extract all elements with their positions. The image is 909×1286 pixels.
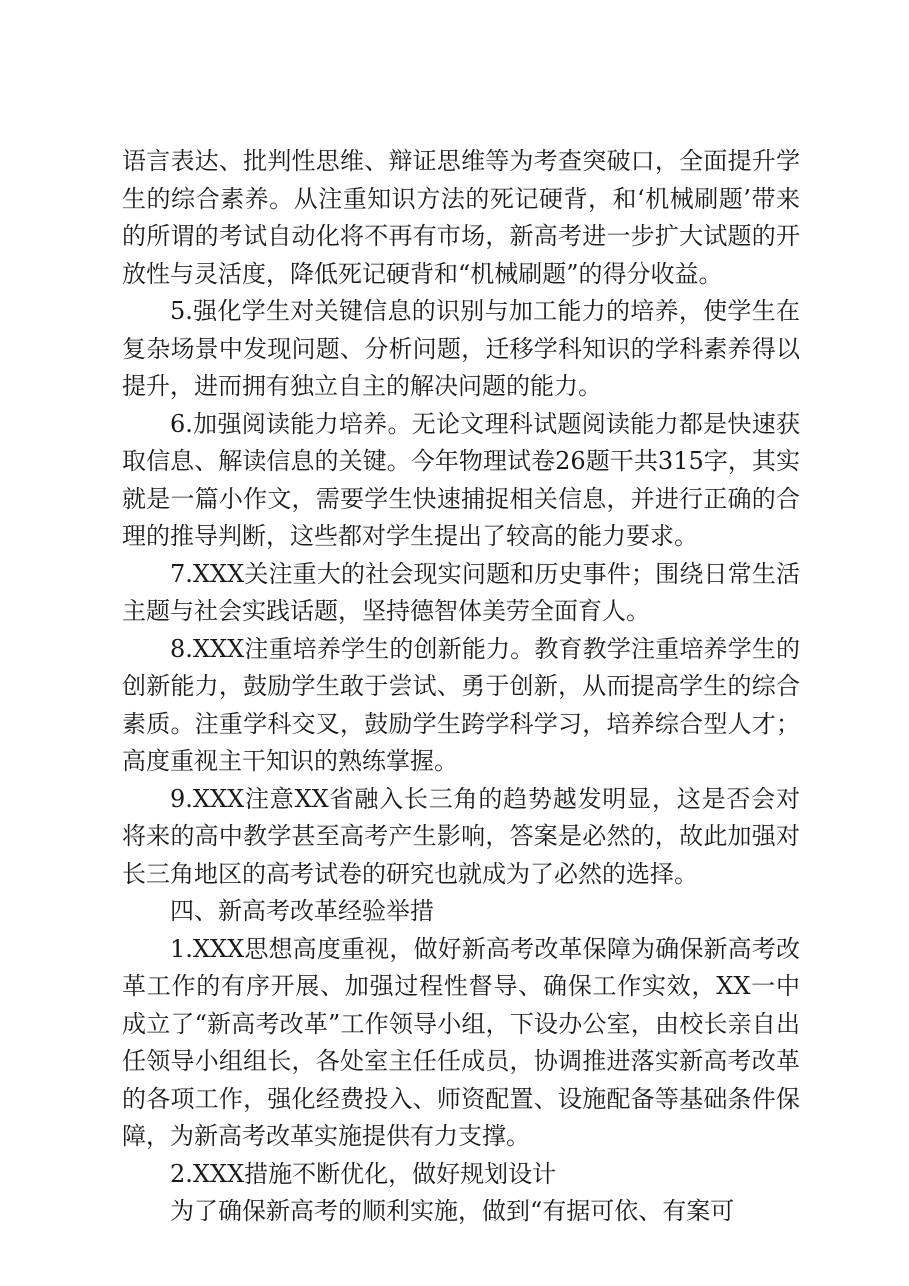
paragraph-3: 6.加强阅读能力培养。无论文理科试题阅读能力都是快速获取信息、解读信息的关键。今年物理试卷26题干共315字，其实就是一篇小作文，需要学生快速捕捉相关信息，并进行正确的合理的推导判断，这些都对学生提出了较高的能力要求。: [122, 409, 800, 550]
paragraph-4: 7.XXX关注重大的社会现实问题和历史事件；围绕日常生活主题与社会实践话题，坚持德智体美劳全面育人。: [122, 559, 800, 625]
paragraph-8: 2.XXX措施不断优化，做好规划设计: [170, 1159, 557, 1188]
document-body: [122, 143, 800, 1231]
section-heading: 四、新高考改革经验举措: [170, 897, 434, 925]
paragraph-5: 8.XXX注重培养学生的创新能力。教育教学注重培养学生的创新能力，鼓励学生敢于尝试、勇于创新，从而提高学生的综合素质。注重学科交叉，鼓励学生跨学科学习，培养综合型人才；高度重视主干知识的熟练掌握。: [122, 634, 800, 775]
paragraph-9: 为了确保新高考的顺利实施，做到“有据可依、有案可: [170, 1197, 735, 1225]
paragraph-7: 1.XXX思想高度重视，做好新高考改革保障为确保新高考改革工作的有序开展、加强过程性督导、确保工作实效，XX一中成立了“新高考改革”工作领导小组，下设办公室，由校长亲自出任领导小组组长，各处室主任任成员，协调推进落实新高考改革的各项工作，强化经费投入、师资配置、设施配备等基础条件保障，为新高考改革实施提供有力支撑。: [122, 934, 800, 1150]
paragraph-6: 9.XXX注意XX省融入长三角的趋势越发明显，这是否会对将来的高中教学甚至高考产生影响，答案是必然的，故此加强对长三角地区的高考试卷的研究也就成为了必然的选择。: [122, 784, 800, 888]
paragraph-2: 5.强化学生对关键信息的识别与加工能力的培养，使学生在复杂场景中发现问题、分析问题，迁移学科知识的学科素养得以提升，进而拥有独立自主的解决问题的能力。: [122, 297, 800, 400]
paragraph-1: 语言表达、批判性思维、辩证思维等为考查突破口，全面提升学生的综合素养。从注重知识方法的死记硬背，和‘机械刷题’带来的所谓的考试自动化将不再有市场，新高考进一步扩大试题的开放性与灵活度，降低死记硬背和“机械刷题”的得分收益。: [122, 147, 800, 288]
